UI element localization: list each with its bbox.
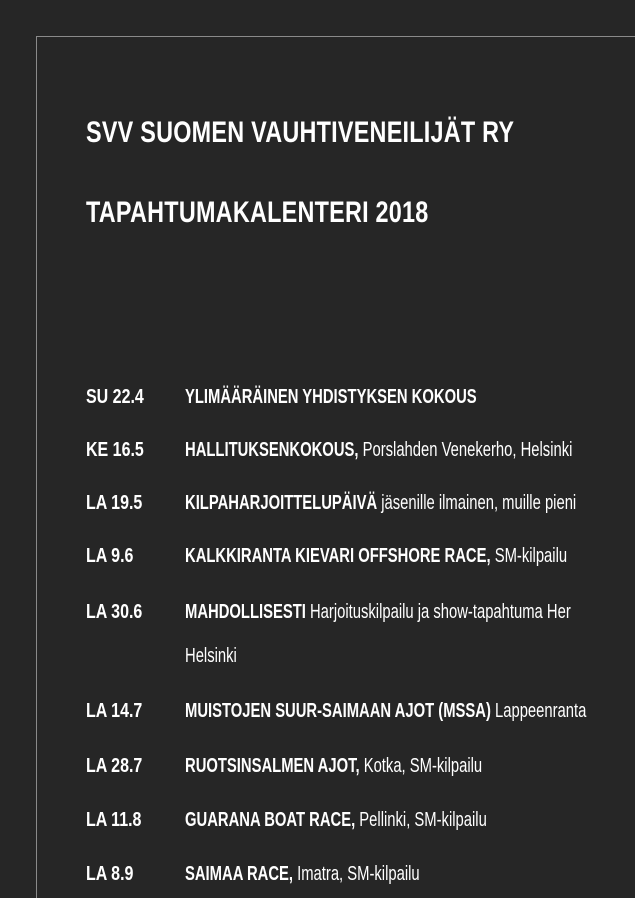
event-date: KE 16.5 bbox=[86, 439, 144, 461]
event-details: Harjoituskilpailu ja show-tapahtuma Her bbox=[305, 601, 571, 623]
event-title: KALKKIRANTA KIEVARI OFFSHORE RACE, bbox=[185, 545, 491, 567]
event-details: Lappeenranta bbox=[490, 700, 587, 722]
event-title: MAHDOLLISESTI bbox=[185, 601, 306, 623]
event-title: YLIMÄÄRÄINEN YHDISTYKSEN KOKOUS bbox=[185, 386, 477, 408]
event-title: KILPAHARJOITTELUPÄIVÄ bbox=[185, 492, 378, 514]
event-details: Kotka, SM-kilpailu bbox=[359, 755, 483, 777]
event-title: HALLITUKSENKOKOUS, bbox=[185, 439, 359, 461]
event-details: SM-kilpailu bbox=[490, 545, 568, 567]
event-details: Porslahden Venekerho, Helsinki bbox=[358, 439, 573, 461]
page-subtitle: TAPAHTUMAKALENTERI 2018 bbox=[86, 196, 429, 229]
event-date: LA 28.7 bbox=[86, 755, 143, 777]
event-date: LA 8.9 bbox=[86, 863, 134, 885]
event-date: LA 19.5 bbox=[86, 492, 143, 514]
event-details-continuation: Helsinki bbox=[185, 645, 237, 667]
event-title: MUISTOJEN SUUR-SAIMAAN AJOT (MSSA) bbox=[185, 700, 491, 722]
event-title: RUOTSINSALMEN AJOT, bbox=[185, 755, 360, 777]
event-details: jäsenille ilmainen, muille pieni bbox=[377, 492, 577, 514]
event-date: SU 22.4 bbox=[86, 386, 144, 408]
event-title: SAIMAA RACE, bbox=[185, 863, 293, 885]
event-title: GUARANA BOAT RACE, bbox=[185, 809, 356, 831]
event-date: LA 9.6 bbox=[86, 545, 134, 567]
event-date: LA 30.6 bbox=[86, 601, 143, 623]
event-details: Pellinki, SM-kilpailu bbox=[355, 809, 487, 831]
event-date: LA 14.7 bbox=[86, 700, 143, 722]
event-details: Imatra, SM-kilpailu bbox=[292, 863, 420, 885]
event-date: LA 11.8 bbox=[86, 809, 142, 831]
page-title: SVV SUOMEN VAUHTIVENEILIJÄT RY bbox=[86, 116, 515, 149]
